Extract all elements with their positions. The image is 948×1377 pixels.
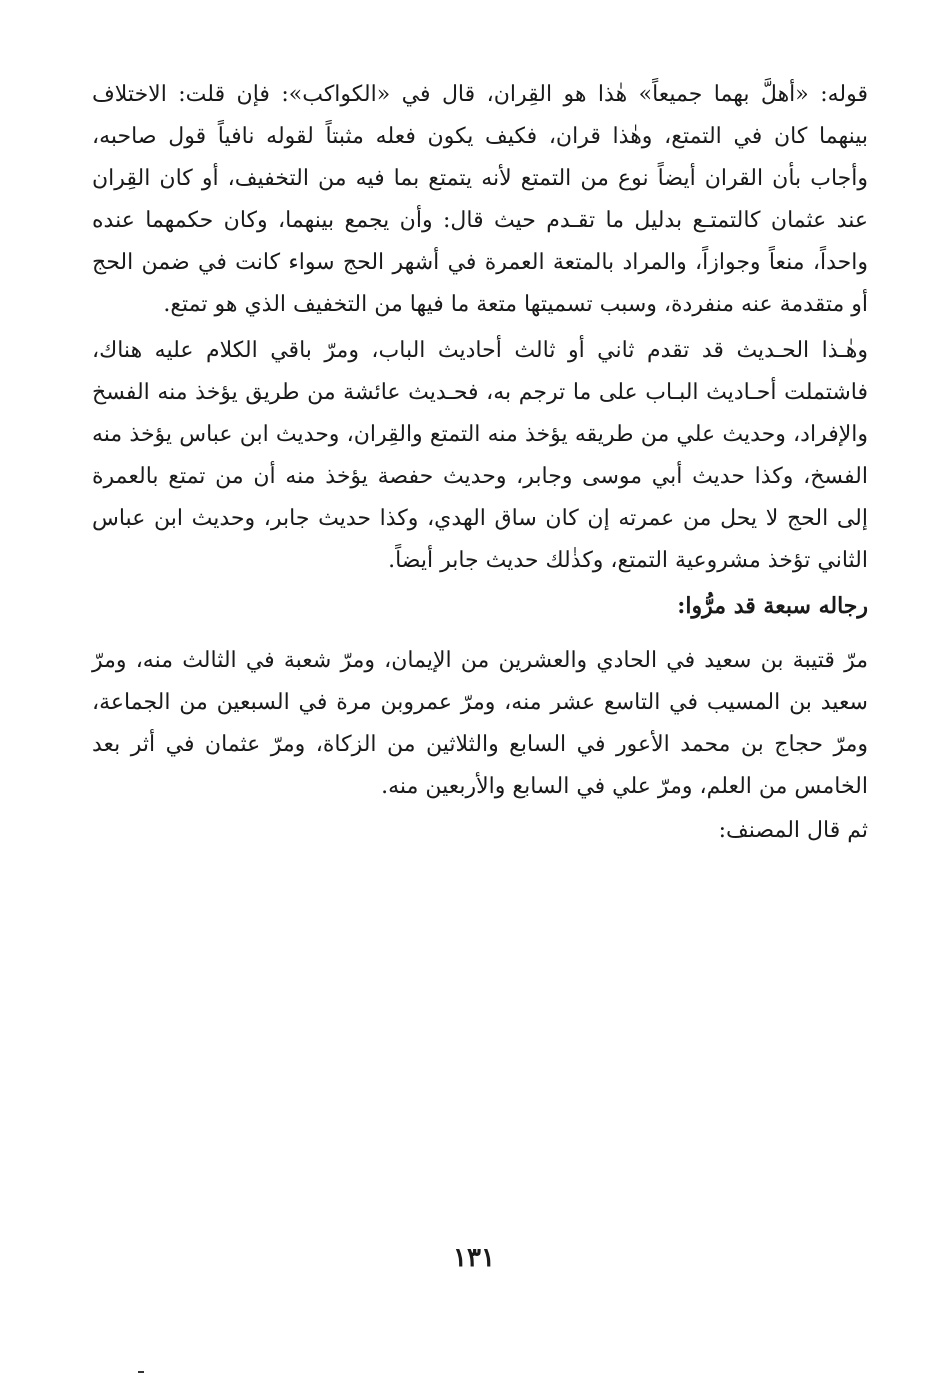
section-heading	[92, 585, 868, 627]
commentary-paragraph-2	[92, 330, 868, 582]
commentary-paragraph-1	[92, 74, 868, 326]
paragraph-text: مرّ قتيبة بن سعيد في الحادي والعشرين من الإيمان، ومرّ شعبة في الثالث منه، ومرّ سعيد بن المسيب في التاسع عشر منه، ومرّ عمروبن مرة في السبعين من الجماعة، ومرّ حجاج بن محمد الأعور في السابع والثلاثين من الزكاة، ومرّ عثمان في أثر بعد الخامس من العلم، ومرّ علي في السابع والأربعين منه.	[92, 648, 868, 799]
scan-speck	[138, 1371, 144, 1373]
closing-text: ثم قال المصنف:	[718, 818, 868, 843]
page-number: ١٣١	[453, 1243, 495, 1273]
closing-line	[92, 810, 868, 852]
heading-text: رجاله سبعة قد مرُّوا:	[677, 593, 868, 619]
paragraph-text: قوله: «أهلَّ بهما جميعاً» هٰذا هو القِران، قال في «الكواكب»: فإن قلت: الاختلاف بينهما كان في التمتع، وهٰذا قران، فكيف يكون فعله مثبتاً لقوله نافياً قول صاحبه، وأجاب بأن القران أيضاً نوع من التمتع لأنه يتمتع بما فيه من التخفيف، أو كان القِران عند عثمان كالتمتـع بدليل ما تقـدم حيث قال: وأن يجمع بينهما، وكان حكمهما عنده واحداً، منعاً وجوازاً، والمراد بالمتعة العمرة في أشهر الحج سواء كانت في ضمن الحج أو متقدمة عنه منفردة، وسبب تسميتها متعة ما فيها من التخفيف الذي هو تمتع.	[92, 82, 868, 317]
paragraph-text: وهٰـذا الحـديث قد تقدم ثاني أو ثالث أحاديث الباب، ومرّ باقي الكلام عليه هناك، فاشتملت أحـاديث البـاب على ما ترجم به، فحـديث عائشة من طريق يؤخذ منه الفسخ والإفراد، وحديث علي من طريقه يؤخذ منه التمتع والقِران، وحديث ابن عباس يؤخذ منه الفسخ، وكذا حديث أبي موسى وجابر، وحديث حفصة يؤخذ منه أن من تمتع بالعمرة إلى الحج لا يحل من عمرته إن كان ساق الهدي، وكذا حديث جابر، وحديث ابن عباس الثاني تؤخذ مشروعية التمتع، وكذٰلك حديث جابر أيضاً.	[92, 338, 869, 573]
narrators-paragraph	[92, 640, 868, 808]
